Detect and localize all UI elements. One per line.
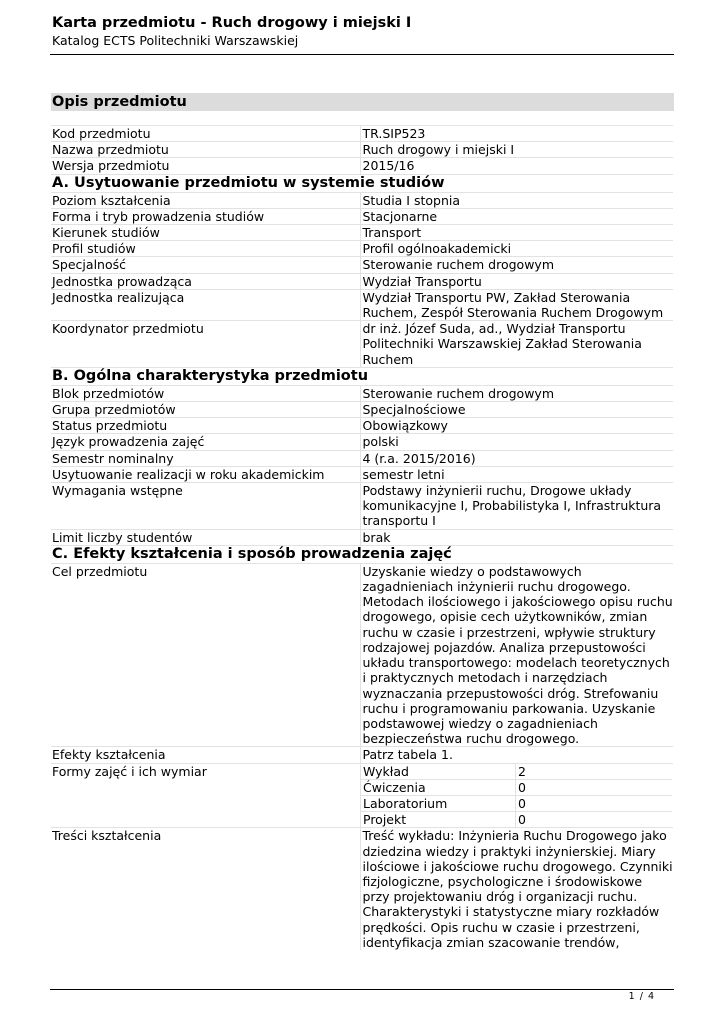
table-row bbox=[51, 290, 673, 321]
row-value: dr inż. Józef Suda, ad., Wydział Transportu Politechniki Warszawskiej Zakład Sterowania Ruchem bbox=[362, 321, 642, 367]
row-label: Status przedmiotu bbox=[51, 418, 361, 433]
row-label: Usytuowanie realizacji w roku akademickim bbox=[51, 467, 361, 482]
row-value: brak bbox=[362, 529, 391, 545]
blank-row bbox=[51, 111, 673, 126]
table-row bbox=[51, 402, 673, 418]
section-heading-a bbox=[51, 175, 673, 193]
row-label: Treści kształcenia bbox=[51, 828, 361, 950]
section-title-opis: Opis przedmiotu bbox=[51, 93, 674, 111]
form-name: Ćwiczenia bbox=[361, 780, 516, 795]
footer-rule bbox=[50, 989, 674, 990]
row-value: Wydział Transportu PW, Zakład Sterowania Ruchem, Zespół Sterowania Ruchem Drogowym bbox=[362, 289, 664, 321]
row-value: semestr letni bbox=[362, 466, 445, 482]
row-label: Koordynator przedmiotu bbox=[51, 321, 361, 367]
form-name: Wykład bbox=[361, 764, 516, 779]
table-row bbox=[51, 274, 673, 290]
table-row bbox=[51, 483, 673, 530]
table-row bbox=[51, 451, 673, 467]
row-value: Studia I stopnia bbox=[362, 192, 461, 208]
form-row bbox=[361, 780, 672, 796]
row-value: Treść wykładu: Inżynieria Ruchu Drogowego jako dziedzina wiedzy i praktyki inżynierskiej. Miary ilościowe i jakościowe ruchu drogowego. Czynniki fizjologiczne, psychologiczne i środowiskowe przy projektowaniu dróg i organizacji ruchu. Charakterystyki i statystyczne miary rozkładów prędkości. Opis ruchu w czasie i przestrzeni, identyfikacja zmian szacowanie trendów, bbox=[362, 828, 673, 950]
row-value: Podstawy inżynierii ruchu, Drogowe układy komunikacyjne I, Probabilistyka I, Infrastruktura transportu I bbox=[362, 483, 662, 529]
form-hours: 0 bbox=[518, 795, 526, 811]
row-label: Formy zajęć i ich wymiar bbox=[51, 764, 361, 828]
page-header-title: Karta przedmiotu - Ruch drogowy i miejski I bbox=[52, 15, 412, 31]
row-value: 4 (r.a. 2015/2016) bbox=[362, 450, 476, 466]
table-row bbox=[51, 241, 673, 257]
course-table bbox=[51, 126, 673, 950]
table-row bbox=[51, 321, 673, 368]
page-header-subtitle: Katalog ECTS Politechniki Warszawskiej bbox=[52, 33, 299, 48]
row-label: Wymagania wstępne bbox=[51, 483, 361, 529]
row-value: Sterowanie ruchem drogowym bbox=[362, 257, 555, 273]
table-row bbox=[51, 434, 673, 450]
form-row bbox=[361, 812, 672, 827]
page-number: 1 / 4 bbox=[628, 991, 655, 1002]
table-row bbox=[51, 158, 673, 174]
row-value: Sterowanie ruchem drogowym bbox=[362, 385, 555, 401]
row-value: Patrz tabela 1. bbox=[362, 747, 453, 763]
row-label: Kod przedmiotu bbox=[51, 126, 361, 141]
table-row bbox=[51, 142, 673, 158]
form-row bbox=[361, 796, 672, 812]
header-rule bbox=[50, 54, 674, 55]
row-label: Cel przedmiotu bbox=[51, 564, 361, 746]
row-label: Limit liczby studentów bbox=[51, 530, 361, 545]
section-title: A. Usytuowanie przedmiotu w systemie studiów bbox=[52, 174, 445, 191]
form-row bbox=[361, 764, 672, 780]
row-value: Profil ogólnoakademicki bbox=[362, 241, 512, 257]
row-label: Efekty kształcenia bbox=[51, 747, 361, 762]
table-row bbox=[51, 764, 673, 829]
row-value: Ruch drogowy i miejski I bbox=[362, 142, 515, 158]
row-label: Kierunek studiów bbox=[51, 225, 361, 240]
table-row bbox=[51, 747, 673, 763]
row-value: 2015/16 bbox=[362, 158, 415, 174]
row-label: Poziom kształcenia bbox=[51, 193, 361, 208]
row-label: Wersja przedmiotu bbox=[51, 158, 361, 173]
row-value: Obowiązkowy bbox=[362, 418, 448, 434]
table-row bbox=[51, 467, 673, 483]
section-title: C. Efekty kształcenia i sposób prowadzenia zajęć bbox=[52, 545, 452, 562]
row-label: Semestr nominalny bbox=[51, 451, 361, 466]
row-label: Specjalność bbox=[51, 257, 361, 272]
row-label: Blok przedmiotów bbox=[51, 386, 361, 401]
row-label: Profil studiów bbox=[51, 241, 361, 256]
forms-subtable bbox=[361, 764, 672, 828]
row-value: Wydział Transportu bbox=[362, 273, 482, 289]
row-value: Specjalnościowe bbox=[362, 402, 466, 418]
row-value: polski bbox=[362, 434, 399, 450]
form-hours: 0 bbox=[518, 779, 526, 795]
table-row bbox=[51, 828, 673, 950]
row-value: Uzyskanie wiedzy o podstawowych zagadnieniach inżynierii ruchu drogowego. Metodach ilościowego i jakościowego opisu ruchu drogowego, opisie cech użytkowników, zmian ruchu w czasie i przestrzeni, wpływie struktury rodzajowej pojazdów. Analiza przepustowości układu transportowego: modelach teoretycznych i praktycznych metodach i narzędziach wyznaczania przepustowości dróg. Strefowaniu ruchu i programowaniu parkowania. Uzyskanie podstawowej wiedzy o zagadnieniach bezpieczeństwa ruchu drogowego. bbox=[362, 563, 673, 747]
section-heading-c bbox=[51, 546, 673, 564]
section-title: B. Ogólna charakterystyka przedmiotu bbox=[52, 367, 369, 384]
row-label: Język prowadzenia zajęć bbox=[51, 434, 361, 449]
section-heading-b bbox=[51, 368, 673, 386]
form-name: Projekt bbox=[361, 812, 516, 827]
row-label: Nazwa przedmiotu bbox=[51, 142, 361, 157]
table-row bbox=[51, 209, 673, 225]
row-label: Jednostka prowadząca bbox=[51, 274, 361, 289]
form-hours: 2 bbox=[518, 763, 526, 779]
row-label: Grupa przedmiotów bbox=[51, 402, 361, 417]
form-name: Laboratorium bbox=[361, 796, 516, 811]
table-row bbox=[51, 257, 673, 273]
row-value: Stacjonarne bbox=[362, 208, 438, 224]
form-hours: 0 bbox=[518, 812, 526, 828]
row-value: TR.SIP523 bbox=[362, 126, 426, 141]
table-row bbox=[51, 564, 673, 747]
table-row bbox=[51, 418, 673, 434]
table-row bbox=[51, 530, 673, 546]
row-label: Jednostka realizująca bbox=[51, 290, 361, 320]
row-label: Forma i tryb prowadzenia studiów bbox=[51, 209, 361, 224]
table-row bbox=[51, 126, 673, 142]
row-value: Transport bbox=[362, 225, 422, 241]
table-row bbox=[51, 193, 673, 209]
table-row bbox=[51, 225, 673, 241]
table-row bbox=[51, 386, 673, 402]
